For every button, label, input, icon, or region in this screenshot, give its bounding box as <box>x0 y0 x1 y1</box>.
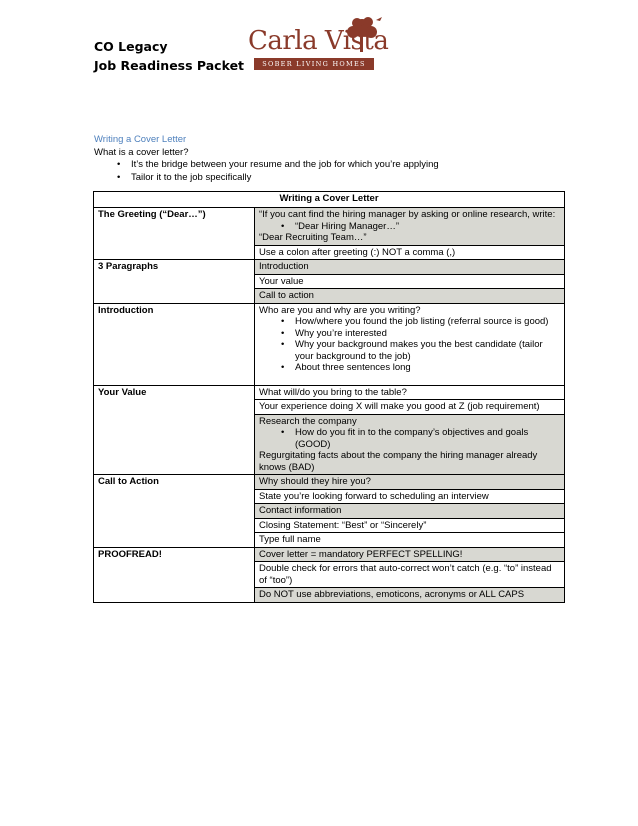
proofread-item: Do NOT use abbreviations, emoticons, acronyms or ALL CAPS <box>255 588 565 603</box>
introduction-lead: Who are you and why are you writing? <box>259 304 421 316</box>
introduction-bullet: • About three sentences long <box>281 362 560 374</box>
greeting-line: “Dear Recruiting Team…” <box>259 232 367 243</box>
value-research <box>255 414 565 475</box>
proofread-item: Cover letter = mandatory PERFECT SPELLING! <box>255 547 565 562</box>
greeting-line: “If you cant find the hiring manager by asking or online research, write: <box>259 209 556 220</box>
proofread-item: Double check for errors that auto-correct won’t catch (e.g. “to” instead of “too”) <box>255 562 565 588</box>
row-label-value: Your Value <box>94 385 255 475</box>
value-line: Regurgitating facts about the company the hiring manager already knows (BAD) <box>259 450 538 473</box>
action-item: Why should they hire you? <box>255 475 565 490</box>
value-bullets <box>259 427 560 450</box>
row-label-introduction: Introduction <box>94 303 255 385</box>
intro-section <box>94 134 554 184</box>
action-item: Type full name <box>255 533 565 548</box>
introduction-bullets <box>259 316 560 374</box>
greeting-bullets <box>259 221 560 233</box>
carla-vista-logo <box>244 14 389 76</box>
document-header <box>94 37 244 75</box>
greeting-detail <box>255 208 565 246</box>
value-line: What will/do you bring to the table? <box>255 385 565 400</box>
greeting-bullet: • “Dear Hiring Manager…” <box>281 221 560 233</box>
intro-bullet: • It’s the bridge between your resume and the job for which you’re applying <box>119 159 554 172</box>
logo-tagline: SOBER LIVING HOMES <box>254 58 374 70</box>
introduction-bullet: • Why you’re interested <box>281 328 560 340</box>
paragraph-item: Call to action <box>255 289 565 304</box>
section-title: Writing a Cover Letter <box>94 134 187 145</box>
paragraph-item: Introduction <box>255 260 565 275</box>
row-label-greeting: The Greeting (“Dear…”) <box>94 208 255 260</box>
action-item: Contact information <box>255 504 565 519</box>
logo-name: Carla Vista <box>248 26 389 56</box>
intro-question: What is a cover letter? <box>94 146 189 158</box>
cover-letter-table <box>93 191 565 603</box>
header-line-1: CO Legacy <box>94 39 168 54</box>
header-line-2: Job Readiness Packet <box>94 58 245 73</box>
row-label-proofread: PROOFREAD! <box>94 547 255 602</box>
introduction-detail <box>255 303 565 385</box>
intro-bullet-list <box>94 159 554 184</box>
action-item: Closing Statement: “Best” or “Sincerely” <box>255 518 565 533</box>
table-title: Writing a Cover Letter <box>94 192 565 208</box>
introduction-bullet: • How/where you found the job listing (referral source is good) <box>281 316 560 328</box>
paragraph-item: Your value <box>255 274 565 289</box>
row-label-call-to-action: Call to Action <box>94 475 255 548</box>
value-line: Research the company <box>259 415 357 427</box>
greeting-colon-note: Use a colon after greeting (:) NOT a comma (,) <box>255 245 565 260</box>
value-bullet: • How do you fit in to the company’s objectives and goals (GOOD) <box>281 427 560 450</box>
introduction-bullet: • Why your background makes you the best candidate (tailor your background to the job) <box>281 339 560 362</box>
row-label-paragraphs: 3 Paragraphs <box>94 260 255 304</box>
value-line: Your experience doing X will make you good at Z (job requirement) <box>255 400 565 415</box>
action-item: State you’re looking forward to scheduling an interview <box>255 489 565 504</box>
intro-bullet: • Tailor it to the job specifically <box>119 172 554 185</box>
